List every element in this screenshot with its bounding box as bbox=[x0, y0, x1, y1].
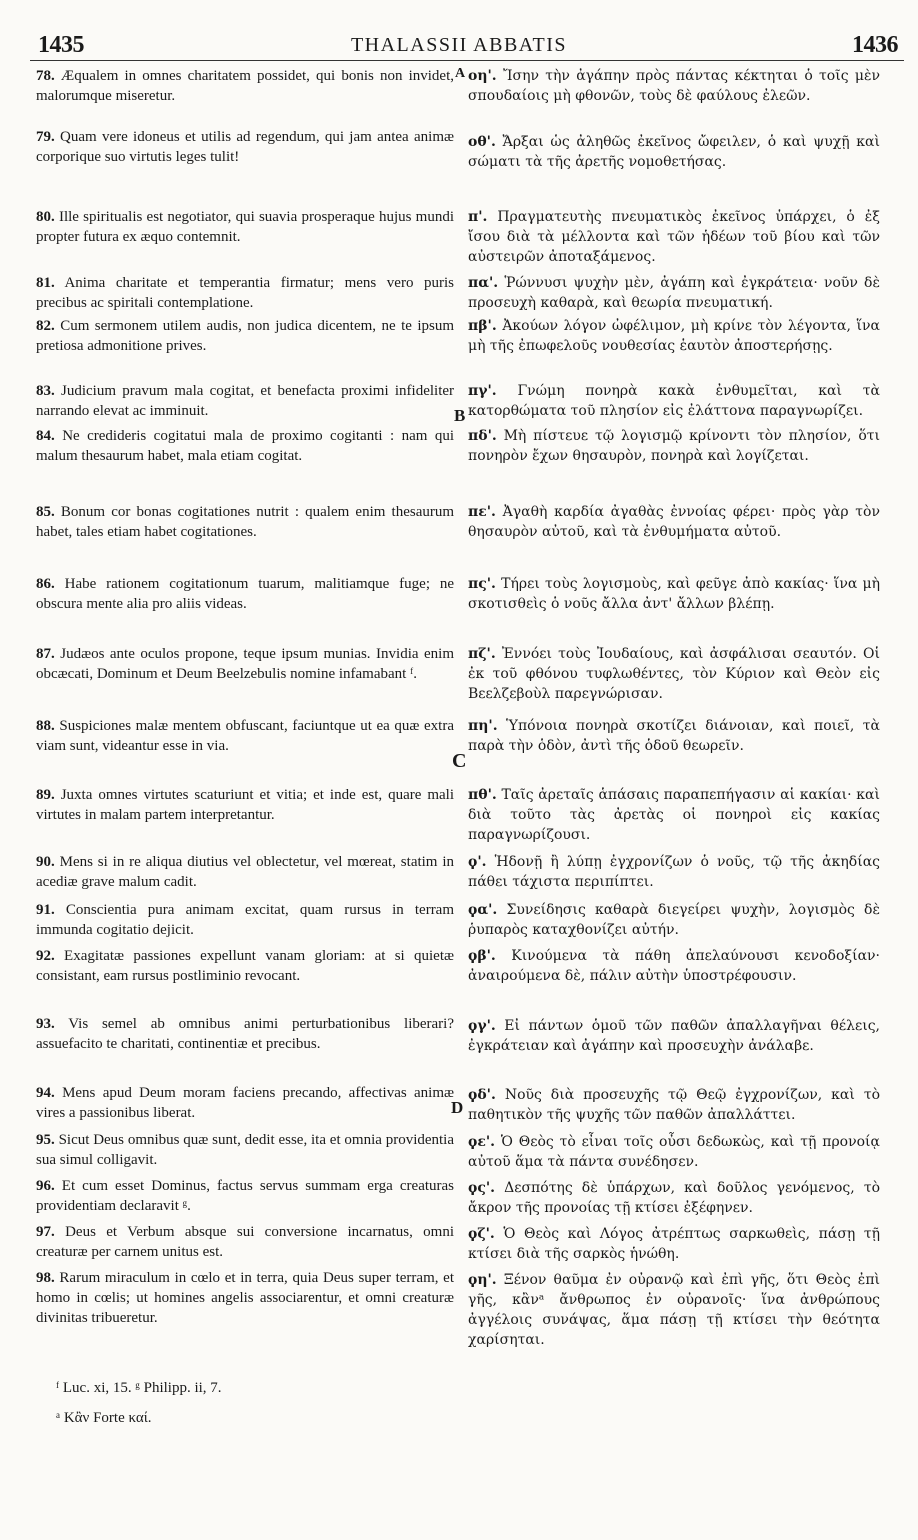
header-rule bbox=[30, 60, 904, 61]
greek-entry: πε'. Ἀγαθὴ καρδία ἀγαθὰς ἐννοίας φέρει· πρὸς γὰρ τὸν θησαυρὸν αὐτοῦ, καὶ τὰ ἐνθυμήματα αὐτοῦ. bbox=[468, 504, 880, 540]
greek-entry: ϙζ'. Ὁ Θεὸς καὶ Λόγος ἀτρέπτως σαρκωθεὶς, πάσῃ τῇ κτίσει διὰ τῆς σαρκὸς ἡνώθη. bbox=[468, 1226, 880, 1262]
greek-entry: πη'. Ὑπόνοια πονηρὰ σκοτίζει διάνοιαν, καὶ ποιεῖ, τὰ παρὰ τὴν ὁδὸν, ἀντὶ τῆς ὁδοῦ θεωρεῖν. bbox=[468, 718, 880, 754]
greek-entry: ϙβ'. Κινούμενα τὰ πάθη ἀπελαύνουσι κενοδοξίαν· ἀναιρούμενα δὲ, πάλιν αὐτὴν ὑποστρέφουσιν. bbox=[468, 948, 881, 984]
latin-entry: 98. Rarum miraculum in cœlo et in terra, quia Deus super terram, et homo in cœlis; ut homines angelis associarentur, et omni creaturæ divinitas tribueretur. bbox=[36, 1270, 454, 1326]
latin-entry: 90. Mens si in re aliqua diutius vel oblectetur, vel mœreat, statim in acediæ grave malum cadit. bbox=[36, 854, 454, 890]
greek-entry: πδ'. Μὴ πίστευε τῷ λογισμῷ κρίνοντι τὸν πλησίον, ὅτι πονηρὸν ἔχων θησαυρὸν, πονηρὰ καὶ λογίζεται. bbox=[468, 428, 880, 464]
footnote-scripture: ᶠ Luc. xi, 15. ᵍ Philipp. ii, 7. bbox=[56, 1380, 222, 1396]
latin-entry: 82. Cum sermonem utilem audis, non judica dicentem, ne te ipsum pretiosa admonitione prives. bbox=[36, 318, 454, 354]
latin-entry: 79. Quam vere idoneus et utilis ad regendum, qui jam antea animæ corporique suo virtutis leges tulit! bbox=[36, 129, 454, 165]
latin-entry: 96. Et cum esset Dominus, factus servus summam erga creaturas providentiam declaravit ᵍ. bbox=[36, 1178, 455, 1214]
greek-entry: ϙς'. Δεσπότης δὲ ὑπάρχων, καὶ δοῦλος γενόμενος, τὸ ἄκρον τῆς προνοίας τῇ κτίσει ἐξέφηνεν. bbox=[468, 1180, 880, 1216]
page-number-right: 1436 bbox=[852, 32, 898, 58]
latin-entry: 91. Conscientia pura animam excitat, quam rursus in terram immunda cogitatio dejicit. bbox=[36, 902, 455, 938]
greek-entry: ϙε'. Ὁ Θεὸς τὸ εἶναι τοῖς οὖσι δεδωκὼς, καὶ τῇ προνοίᾳ αὐτοῦ ἅμα τὰ πάντα συνέδησεν. bbox=[468, 1134, 880, 1170]
latin-entry: 97. Deus et Verbum absque sui conversione incarnatus, omni creaturæ per carnem unitus est. bbox=[36, 1224, 455, 1260]
page-header bbox=[0, 0, 918, 64]
latin-entry: 86. Habe rationem cogitationum tuarum, malitiamque fuge; ne obscura mente alia pro aliis videas. bbox=[36, 576, 455, 612]
greek-entry: πβ'. Ἀκούων λόγον ὠφέλιμον, μὴ κρίνε τὸν λέγοντα, ἵνα μὴ τῆς ἐπωφελοῦς νουθεσίας ἑαυτὸν ἀποστερήσῃς. bbox=[468, 318, 881, 354]
latin-entry: 84. Ne credideris cogitatui mala de proximo cogitanti : nam qui malum thesaurum habet, mala etiam cogitat. bbox=[36, 428, 454, 464]
latin-entry: 80. Ille spiritualis est negotiator, qui suavia prosperaque hujus mundi propter futura ex æquo contemnit. bbox=[36, 209, 455, 245]
running-title: THALASSII ABBATIS bbox=[350, 34, 568, 56]
greek-entry: ϙγ'. Εἰ πάντων ὁμοῦ τῶν παθῶν ἀπαλλαγῆναι θέλεις, ἐγκράτειαν καὶ ἀγάπην καὶ προσευχὴν ἀνάλαβε. bbox=[468, 1018, 880, 1054]
latin-entry: 81. Anima charitate et temperantia firmatur; mens vero puris precibus ac spiritali contemplatione. bbox=[36, 275, 454, 311]
footnote-variant: ᵃ Κἂν Forte καί. bbox=[56, 1410, 152, 1426]
greek-entry: πθ'. Ταῖς ἀρεταῖς ἁπάσαις παραπεπήγασιν αἱ κακίαι· καὶ διὰ τοῦτο τὰς ἀρετὰς οἱ πονηροὶ εἰς κακίας παραγνωρίζουσι. bbox=[468, 787, 880, 843]
latin-entry: 93. Vis semel ab omnibus animi perturbationibus liberari? assuefacito te charitati, continentiæ et precibus. bbox=[36, 1016, 454, 1052]
latin-entry: 78. Æqualem in omnes charitatem possidet, qui bonis non invidet, malorumque miseretur. bbox=[36, 68, 454, 104]
greek-entry: οη'. Ἴσην τὴν ἀγάπην πρὸς πάντας κέκτηται ὁ τοῖς μὲν σπουδαίοις μὴ φθονῶν, τοὺς δὲ φαύλους ἐλεῶν. bbox=[468, 68, 880, 104]
margin-marker-c: C bbox=[452, 750, 467, 772]
greek-entry: ϙα'. Συνείδησις καθαρὰ διεγείρει ψυχὴν, λογισμὸς δὲ ῥυπαρὸς καταχθονίζει αὐτήν. bbox=[468, 902, 880, 938]
greek-entry: ϙ'. Ἡδονῇ ἢ λύπῃ ἐγχρονίζων ὁ νοῦς, τῷ τῆς ἀκηδίας πάθει τάχιστα περιπίπτει. bbox=[468, 854, 880, 890]
greek-entry: πζ'. Ἐννόει τοὺς Ἰουδαίους, καὶ ἀσφάλισαι σεαυτόν. Οἱ ἐκ τοῦ φθόνου τυφλωθέντες, τὸν Κύριον καὶ Θεὸν εἰς Βεελζεβοὺλ παρεγνώρισαν. bbox=[468, 646, 880, 702]
greek-entry: πς'. Τήρει τοὺς λογισμοὺς, καὶ φεῦγε ἀπὸ κακίας· ἵνα μὴ σκοτισθεὶς ὁ νοῦς ἄλλα ἀντ' ἄλλων βλέπῃ. bbox=[468, 576, 881, 612]
greek-entry: π'. Πραγματευτὴς πνευματικὸς ἐκεῖνος ὑπάρχει, ὁ ἐξ ἴσου διὰ τὰ μέλλοντα καὶ τῶν ἡδέων τοῦ βίου καὶ τῶν αὐστειρῶν ἀποταξάμενος. bbox=[468, 209, 881, 265]
latin-entry: 92. Exagitatæ passiones expellunt vanam gloriam: at si quietæ consistant, eam rursus postliminio revocant. bbox=[36, 948, 455, 984]
latin-entry: 94. Mens apud Deum moram faciens precando, affectivas animæ vires a passionibus liberat. bbox=[36, 1085, 455, 1121]
margin-marker-a: A bbox=[455, 66, 466, 81]
margin-marker-b: B bbox=[454, 406, 466, 425]
greek-entry: πα'. Ῥώννυσι ψυχὴν μὲν, ἀγάπη καὶ ἐγκράτεια· νοῦν δὲ προσευχὴ καθαρὰ, καὶ θεωρία πνευματική. bbox=[468, 275, 880, 311]
latin-entry: 83. Judicium pravum mala cogitat, et benefacta proximi infideliter narrando elevat ac imminuit. bbox=[36, 383, 455, 419]
latin-entry: 85. Bonum cor bonas cogitationes nutrit : qualem enim thesaurum habet, tales etiam habet cogitationes. bbox=[36, 504, 455, 540]
latin-entry: 88. Suspiciones malæ mentem obfuscant, faciuntque ut ea quæ extra viam sunt, videantur esse in via. bbox=[36, 718, 454, 754]
greek-entry: ϙδ'. Νοῦς διὰ προσευχῆς τῷ Θεῷ ἐγχρονίζων, καὶ τὸ παθητικὸν τῆς ψυχῆς τῶν παθῶν ἀπαλλάττει. bbox=[468, 1087, 881, 1123]
greek-entry: πγ'. Γνώμη πονηρὰ κακὰ ἐνθυμεῖται, καὶ τὰ κατορθώματα τοῦ πλησίον εἰς ἐλάττονα παραγνωρίζει. bbox=[468, 383, 880, 419]
latin-entry: 89. Juxta omnes virtutes scaturiunt et vitia; et inde est, quare mali virtutes in malam partem interpretantur. bbox=[36, 787, 455, 823]
page-number-left: 1435 bbox=[38, 32, 84, 58]
greek-entry: οθ'. Ἄρξαι ὡς ἀληθῶς ἐκεῖνος ὤφειλεν, ὁ καὶ ψυχῇ καὶ σώματι τὰ τῆς ἀρετῆς νομοθετήσας. bbox=[468, 134, 880, 170]
greek-entry: ϙη'. Ξένον θαῦμα ἐν οὐρανῷ καὶ ἐπὶ γῆς, ὅτι Θεὸς ἐπὶ γῆς, κἂνᵃ ἄνθρωπος ἐν οὐρανοῖς· ἵνα ἀνθρώπους ἀγγέλοις συνάψας, ἅμα πάσῃ τῇ κτίσει τὴν θεότητα χαρίσηται. bbox=[468, 1272, 881, 1348]
margin-marker-d: D bbox=[451, 1098, 464, 1117]
latin-entry: 95. Sicut Deus omnibus quæ sunt, dedit esse, ita et omnia providentia sua simul colligavit. bbox=[36, 1132, 455, 1168]
latin-entry: 87. Judæos ante oculos propone, teque ipsum munias. Invidia enim obcæcati, Dominum et Deum Beelzebulis nomine infamabant ᶠ. bbox=[36, 646, 454, 682]
